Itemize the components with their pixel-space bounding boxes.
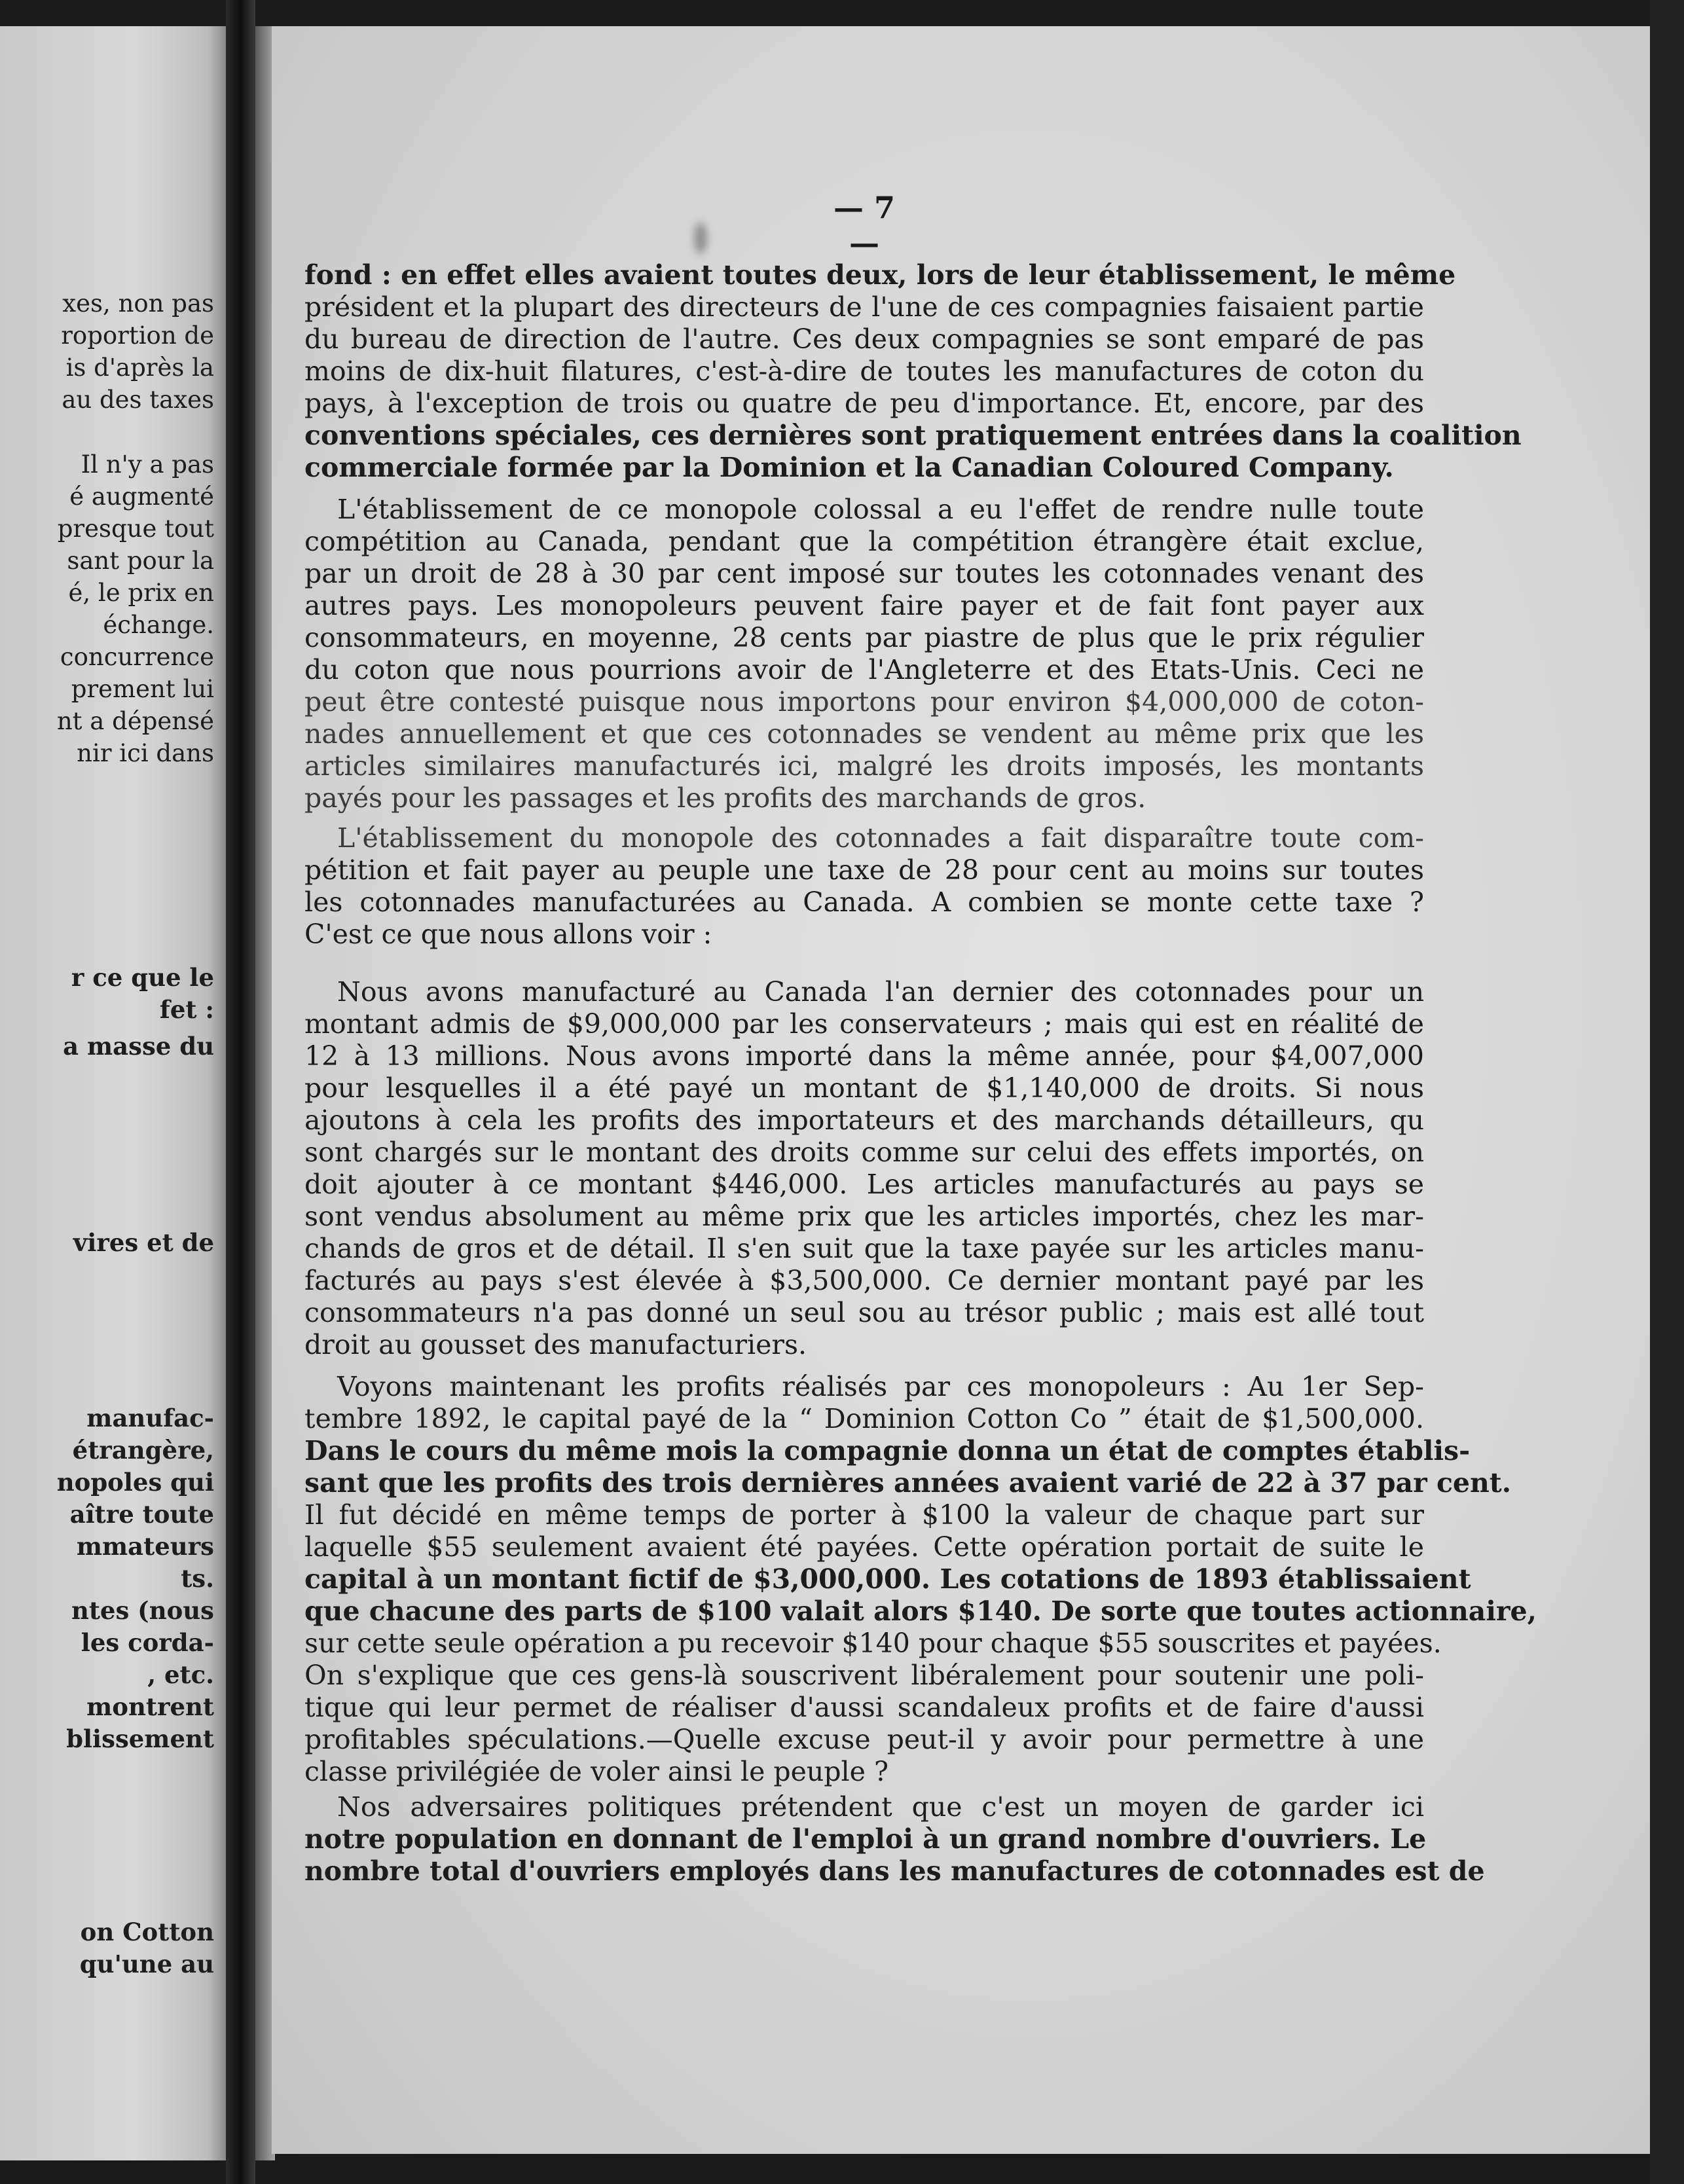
left-page-line: prement lui <box>71 675 214 703</box>
text-line: sant que les profits des trois dernières années avaient varié de 22 à 37 par cent. <box>304 1467 1512 1499</box>
text-line: pays, à l'exception de trois ou quatre de peu d'importance. Et, encore, par des <box>304 388 1424 419</box>
left-page-line: nopoles qui <box>56 1468 214 1497</box>
left-facing-page <box>0 26 226 2160</box>
text-line: profitables spéculations.—Quelle excuse peut-il y avoir pour permettre à une <box>304 1724 1424 1755</box>
text-line: du bureau de direction de l'autre. Ces deux compagnies se sont emparé de pas <box>304 323 1424 355</box>
text-line: tique qui leur permet de réaliser d'aussi scandaleux profits et de faire d'aussi <box>304 1692 1424 1723</box>
left-page-line: étrangère, <box>72 1436 214 1465</box>
text-line: laquelle $55 seulement avaient été payées. Cette opération portait de suite le <box>304 1531 1424 1563</box>
left-page-line: on Cotton <box>80 1918 214 1946</box>
left-page-line: montrent <box>86 1692 214 1721</box>
text-line: droit au gousset des manufacturiers. <box>304 1329 807 1360</box>
text-line: ajoutons à cela les profits des importateurs et des marchands détailleurs, qu <box>304 1104 1424 1136</box>
text-line: L'établissement de ce monopole colossal a eu l'effet de rendre nulle toute <box>337 494 1424 525</box>
left-page-line: fet : <box>159 995 214 1024</box>
text-line: pétition et fait payer au peuple une taxe de 28 pour cent au moins sur toutes <box>304 854 1424 886</box>
scan-border <box>1650 0 1684 2184</box>
text-line: sont chargés sur le montant des droits comme sur celui des effets importés, on <box>304 1137 1424 1168</box>
text-line: classe privilégiée de voler ainsi le peuple ? <box>304 1756 888 1787</box>
left-page-line: sant pour la <box>67 547 214 575</box>
text-line: On s'explique que ces gens-là souscrivent libéralement pour soutenir une poli- <box>304 1660 1424 1691</box>
text-line: payés pour les passages et les profits des marchands de gros. <box>304 782 1146 814</box>
text-line: facturés au pays s'est élevée à $3,500,000. Ce dernier montant payé par les <box>304 1265 1424 1296</box>
text-line: nombre total d'ouvriers employés dans les manufactures de cotonnades est de <box>304 1855 1485 1887</box>
text-line: nades annuellement et que ces cotonnades se vendent au même prix que les <box>304 718 1424 750</box>
left-page-line: vires et de <box>73 1228 214 1257</box>
left-page-line: xes, non pas <box>62 289 214 318</box>
left-page-line: échange. <box>103 611 214 639</box>
text-line: Dans le cours du même mois la compagnie donna un état de comptes établis- <box>304 1435 1471 1466</box>
text-line: commerciale formée par la Dominion et la Canadian Coloured Company. <box>304 452 1394 483</box>
text-line: 12 à 13 millions. Nous avons importé dans la même année, pour $4,007,000 <box>304 1040 1424 1072</box>
left-page-line: manufac- <box>86 1404 214 1432</box>
left-page-line: is d'après la <box>65 354 214 382</box>
left-page-line: aître toute <box>69 1500 214 1529</box>
text-line: montant admis de $9,000,000 par les conservateurs ; mais qui est en réalité de <box>304 1008 1424 1040</box>
text-line: Voyons maintenant les profits réalisés par ces monopoleurs : Au 1er Sep- <box>337 1371 1424 1402</box>
left-page-line: ts. <box>181 1564 214 1593</box>
text-line: C'est ce que nous allons voir : <box>304 919 712 950</box>
text-line: articles similaires manufacturés ici, malgré les droits imposés, les montants <box>304 750 1424 782</box>
left-page-line: a masse du <box>63 1032 214 1061</box>
left-page-line: , etc. <box>147 1660 214 1689</box>
text-line: capital à un montant fictif de $3,000,000. Les cotations de 1893 établissaient <box>304 1563 1471 1595</box>
text-line: pour lesquelles il a été payé un montant de $1,140,000 de droits. Si nous <box>304 1072 1424 1104</box>
left-page-line: nir ici dans <box>77 739 214 767</box>
text-line: autres pays. Les monopoleurs peuvent faire payer et de fait font payer aux <box>304 590 1424 621</box>
book-gutter <box>226 0 255 2184</box>
left-page-line: é, le prix en <box>68 579 214 607</box>
text-line: par un droit de 28 à 30 par cent imposé sur toutes les cotonnades venant des <box>304 558 1424 589</box>
text-line: tembre 1892, le capital payé de la “ Dominion Cotton Co ” était de $1,500,000. <box>304 1403 1424 1434</box>
text-line: du coton que nous pourrions avoir de l'Angleterre et des Etats-Unis. Ceci ne <box>304 654 1424 685</box>
left-page-line: é augmenté <box>69 482 214 511</box>
text-line: notre population en donnant de l'emploi à un grand nombre d'ouvriers. Le <box>304 1823 1427 1855</box>
text-line: compétition au Canada, pendant que la compétition étrangère était exclue, <box>304 526 1424 557</box>
text-line: que chacune des parts de $100 valait alors $140. De sorte que toutes actionnaire, <box>304 1595 1537 1627</box>
left-page-line: Il n'y a pas <box>81 450 214 479</box>
text-line: peut être contesté puisque nous importons pour environ $4,000,000 de coton- <box>304 686 1424 718</box>
left-page-line: ntes (nous <box>71 1596 214 1625</box>
left-page-line: concurrence <box>60 643 214 671</box>
text-line: consommateurs, en moyenne, 28 cents par piastre de plus que le prix régulier <box>304 622 1424 653</box>
main-page <box>272 26 1650 2154</box>
left-page-line: blissement <box>66 1724 214 1753</box>
text-line: Nos adversaires politiques prétendent que c'est un moyen de garder ici <box>337 1791 1424 1823</box>
text-line: fond : en effet elles avaient toutes deux, lors de leur établissement, le même <box>304 259 1456 291</box>
text-line: Il fut décidé en même temps de porter à $100 la valeur de chaque part sur <box>304 1499 1424 1531</box>
left-page-line: qu'une au <box>79 1950 214 1978</box>
text-line: président et la plupart des directeurs de l'une de ces compagnies faisaient partie <box>304 291 1424 323</box>
text-line: moins de dix-huit filatures, c'est-à-dire de toutes les manufactures de coton du <box>304 355 1424 387</box>
left-page-line: r ce que le <box>71 963 214 992</box>
text-line: sur cette seule opération a pu recevoir $140 pour chaque $55 souscrites et payées. <box>304 1628 1442 1659</box>
text-line: sont vendus absolument au même prix que les articles importés, chez les mar- <box>304 1201 1424 1232</box>
text-line: consommateurs n'a pas donné un seul sou au trésor public ; mais est allé tout <box>304 1297 1424 1328</box>
text-line: L'établissement du monopole des cotonnades a fait disparaître toute com- <box>337 822 1424 854</box>
ink-smudge <box>694 223 707 254</box>
left-page-line: nt a dépensé <box>56 707 214 735</box>
text-line: chands de gros et de détail. Il s'en suit que la taxe payée sur les articles manu- <box>304 1233 1424 1264</box>
text-line: conventions spéciales, ces dernières sont pratiquement entrées dans la coalition <box>304 420 1522 451</box>
text-line: Nous avons manufacturé au Canada l'an dernier des cotonnades pour un <box>337 976 1424 1008</box>
left-page-line: presque tout <box>57 515 214 543</box>
text-line: doit ajouter à ce montant $446,000. Les articles manufacturés au pays se <box>304 1169 1424 1200</box>
left-page-line: roportion de <box>61 321 214 350</box>
page-number: — 7 — <box>833 190 896 261</box>
left-page-line: au des taxes <box>62 386 214 414</box>
left-page-line: mmateurs <box>76 1532 214 1561</box>
text-line: les cotonnades manufacturées au Canada. A combien se monte cette taxe ? <box>304 886 1424 918</box>
left-page-line: les corda- <box>81 1628 214 1657</box>
